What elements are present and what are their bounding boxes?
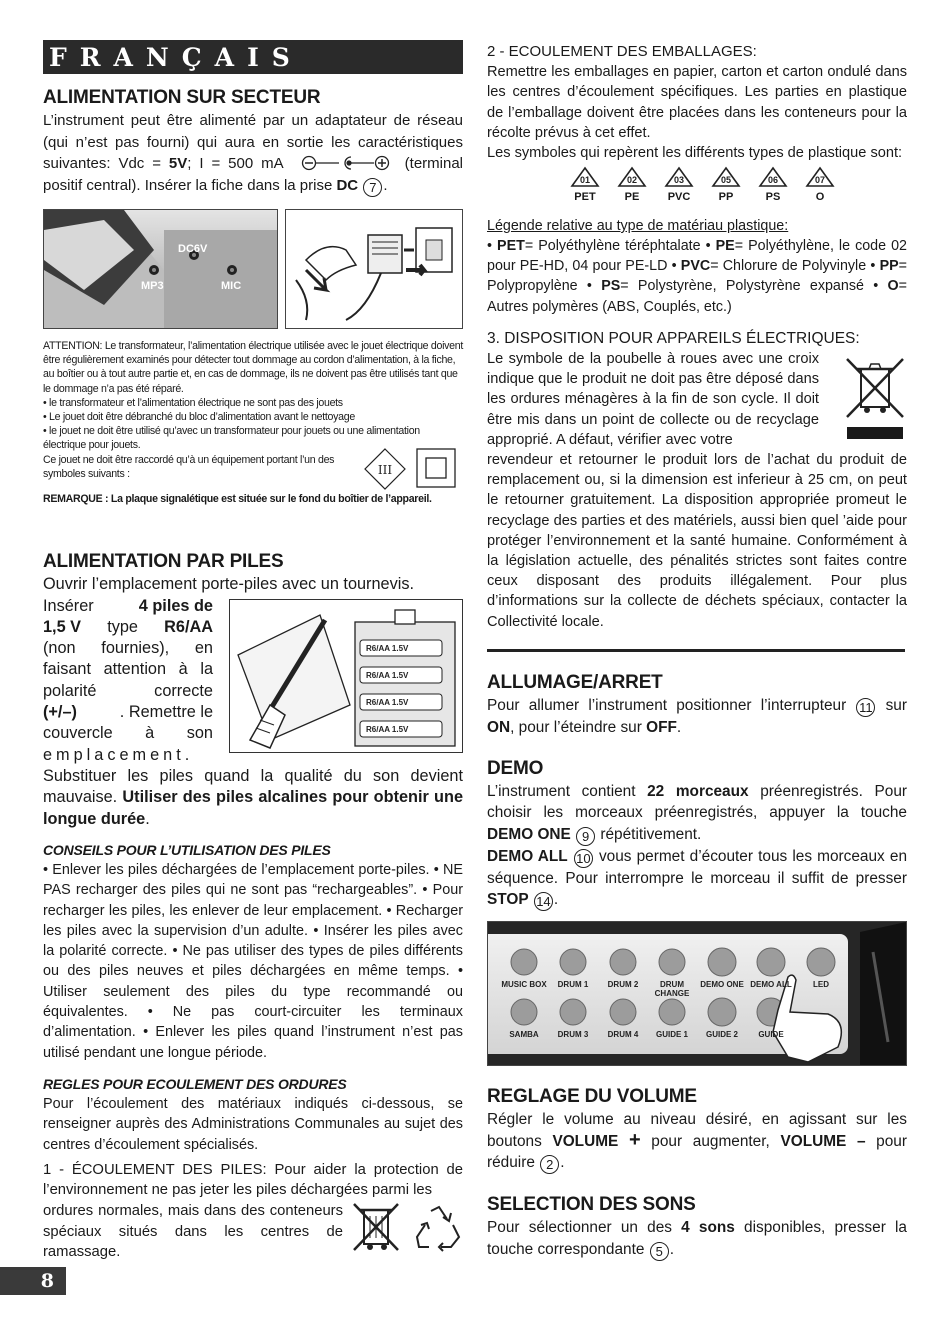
sons-text: Pour sélectionner un des 4 sons disponibles, presser la touche correspondante 5 . (487, 1219, 907, 1259)
plastic-symbol-pe (610, 166, 654, 203)
section-title-secteur: ALIMENTATION SUR SECTEUR (43, 87, 321, 108)
sons-section (487, 1193, 907, 1261)
legend-title: Légende relative au type de matériau plastique: (487, 218, 789, 234)
left-column (43, 40, 463, 197)
regles-title: REGLES POUR ECOULEMENT DES ORDURES (43, 1076, 347, 1092)
crossed-bin-icon (350, 1200, 402, 1260)
volume-text: Régler le volume au niveau désiré, en agissant sur les boutons VOLUME + pour augmenter, VOLUME – pour réduire 2 . (487, 1111, 907, 1172)
volume-section (487, 1085, 907, 1174)
recycle-triangle-icon (664, 166, 694, 188)
emballages-text: Remettre les emballages en papier, carton et carton ondulé dans les centres d’écoulement spécifiques. Les parties en plastique de l’emballage doivent être placées dans les conteneurs pour la récolte prévus à cet effet. (487, 64, 907, 141)
attention-p4: • le jouet ne doit être utilisé qu’avec un transformateur pour jouets ou une alimentation électrique pour jouets. (43, 425, 420, 452)
secteur-text: L’instrument peut être alimenté par un adaptateur de réseau (qui n’est pas fourni) qui aura en sortie les caractéristiques suivantes: Vdc = 5V; I = 500 mA (terminal positif central). Insérer la fiche dans la prise DC 7 . (43, 112, 464, 195)
plastic-code: 05 (720, 175, 732, 185)
ref-5: 5 (650, 1242, 669, 1261)
plastic-name: PP (718, 191, 734, 203)
button-label: MUSIC BOX (501, 980, 547, 989)
attention-p5: Ce jouet ne doit être raccordé qu’à un équipement portant l’un des symboles suivants : (43, 453, 335, 480)
mp3-label: MP3 (141, 280, 164, 292)
legend-text: • PET= Polyéthylène téréphtalate • PE= Polyéthylène, le code 02 pour PE-HD, 04 pour PE-LD • PVC= Chlorure de Polyvinyle • PP= Polypropylène • PS= Polystyrène, Polystyrène expansé • O= Autres polymères (ABS, Couplés, etc.) (487, 238, 907, 315)
section-title-allumage: ALLUMAGE/ARRET (487, 672, 663, 693)
plastic-name: PE (624, 191, 640, 203)
plastic-code: 06 (767, 175, 779, 185)
demo-text: L’instrument contient 22 morceaux préenregistrés. Pour choisir les morceaux préenregistrés, appuyer la touche DEMO ONE 9 répétitivement. DEMO ALL 10 vous permet d’écouter tous les morceaux en séquence. Pour interrompre le morceau il suffit de presser STOP 14 . (487, 783, 908, 910)
ref-10: 10 (574, 849, 593, 868)
dc6v-label: DC6V (178, 243, 208, 255)
plastic-symbol-ps (751, 166, 795, 203)
piles-after: Substituer les piles quand la qualité du son devient mauvaise. Utiliser des piles alcalines pour obtenir une longue durée. (43, 766, 463, 828)
plastic-code: 02 (626, 175, 638, 185)
disposition-text-a: Le symbole de la poubelle à roues avec une croix indique que le produit ne doit pas être déposé dans les ordures ménagères à la fin de son cycle. Il doit être mis dans un point de collecte ou de recyclage approprié. A défaut, vérifier avec votre (487, 351, 819, 448)
button-label: SAMBA (509, 1030, 539, 1039)
page-number: 8 (0, 1267, 66, 1295)
legend-section (487, 217, 907, 317)
battery-4-label: R6/AA 1.5V (366, 725, 409, 734)
attention-p1: ATTENTION: Le transformateur, l’alimentation électrique utilisée avec le jouet électrique doivent être régulièrement examinés pour détecter tout dommage au cordon d’alimentation, à la fiche, au boîtier ou à tout autre partie et, en cas de dommage, ils ne doivent pas être utilisés tant que le dommage n’a pas été réparé. (43, 340, 463, 395)
battery-1-label: R6/AA 1.5V (366, 644, 409, 653)
weee-bin-icon (843, 355, 907, 441)
plastic-code: 03 (673, 175, 685, 185)
section-title-demo: DEMO (487, 758, 544, 779)
recycle-triangle-icon (711, 166, 741, 188)
button-label: DRUM 1 (557, 980, 589, 989)
section-title-volume: REGLAGE DU VOLUME (487, 1086, 697, 1107)
battery-3-label: R6/AA 1.5V (366, 698, 409, 707)
double-insulation-icon (415, 447, 459, 491)
divider (487, 649, 905, 652)
class-iii-symbol-icon (363, 447, 407, 491)
emballages-title: 2 - ECOULEMENT DES EMBALLAGES: (487, 43, 757, 60)
conseils-text: • Enlever les piles déchargées de l’emplacement porte-piles. • NE PAS recharger des piles qui ne sont pas “rechargeables”. • Pour recharger les piles, les enlever de leur emplacement. • Recharger les piles avec la supervision d’un adulte. • Insérer les piles avec la polarité correcte. • Ne pas utiliser des types de piles différents ou des piles neuves et piles déchargées en même temps. • Utiliser seulement des piles du type recommandé ou équivalentes. • Ne pas court-circuiter les terminaux d’alimentation. • Enlever les piles quand l’instrument n’est pas utilisé pendant une longue période. (43, 862, 463, 1061)
button-label: GUIDE 2 (705, 1030, 738, 1039)
attention-block (43, 339, 463, 506)
plastic-symbol-o (798, 166, 842, 203)
plastic-name: O (815, 191, 825, 203)
language-banner: FRANÇAIS (43, 40, 463, 74)
ref-14: 14 (534, 892, 553, 911)
dc-jack-photo (43, 209, 278, 329)
button-label: GUIDE (758, 1030, 784, 1039)
disposition-title: 3. DISPOSITION POUR APPAREILS ÉLECTRIQUES: (487, 330, 860, 347)
recycle-icon (413, 1203, 463, 1255)
disposition-text-b: revendeur et retourner le produit lors de l’achat du produit de remplacement ou, si la dimension est inferieur à 25 cm, on peut le retourner gratuitement. La disposition appropriée promeut le recyclage des parties et des matériels, aussi bien quel ’aide pour protéger l’environnement et la santé humaine. Conformément à la législation actuelle, des pénalités strictes sont faites contre ceux disposant des produits illégalement. Pour plus d’informations sur la collecte de déchets spéciaux, contacter la Collectivité locale. (487, 452, 907, 630)
conseils-section (43, 840, 463, 1063)
regles-text: Pour l’écoulement des matériaux indiqués ci-dessous, se renseigner auprès des Administrations Communales au sujet des centres d’écoulement spécialisés. (43, 1096, 463, 1153)
recycle-triangle-icon (617, 166, 647, 188)
regles-piles-a: 1 - ÉCOULEMENT DES PILES: Pour aider la protection de l’environnement ne pas jeter les piles déchargées parmi les (43, 1161, 463, 1199)
recycle-triangle-icon (758, 166, 788, 188)
ref-7: 7 (363, 178, 382, 197)
button-label: DRUM 3 (557, 1030, 589, 1039)
attention-p3: • Le jouet doit être débranché du bloc d’alimentation avant le nettoyage (43, 411, 355, 424)
ref-2: 2 (540, 1155, 559, 1174)
ref-9: 9 (576, 827, 595, 846)
button-label: DRUM 4 (607, 1030, 639, 1039)
plastic-symbol-pet (563, 166, 607, 203)
attention-p2: • le transformateur et l’alimentation électrique ne sont pas des jouets (43, 396, 343, 409)
allumage-section (487, 671, 907, 739)
battery-compartment-illustration (229, 599, 463, 753)
button-label: DEMO ALL (750, 980, 792, 989)
regles-piles-b: ordures normales, mais dans des conteneurs spéciaux situés dans les centres de ramassage. (43, 1203, 343, 1261)
ref-11: 11 (856, 698, 875, 717)
piles-section: ALIMENTATION PAR PILES Ouvrir l’emplacement porte-piles avec un tournevis. Insérer 4 piles de 1,5 V type R6/AA (non fournies), en faisant attention à la polarité correcte (+/–) . Remettre le couvercle à son emplacement. Substituer les piles quand la qualité du son devient mauvaise. Utiliser des piles alcalines pour obtenir une longue durée. (43, 550, 463, 830)
plastic-name: PS (765, 191, 781, 203)
class-iii-label: III (377, 462, 393, 477)
button-label: GUIDE 1 (655, 1030, 688, 1039)
piles-intro: Ouvrir l’emplacement porte-piles avec un tournevis. (43, 575, 415, 593)
plastic-code: 07 (814, 175, 826, 185)
recycle-triangle-icon (805, 166, 835, 188)
button-label: LED (813, 980, 829, 989)
plastic-code: 01 (579, 175, 591, 185)
demo-buttons-photo (487, 921, 907, 1066)
button-label: DEMO ONE (700, 980, 744, 989)
plastic-name: PVC (667, 191, 691, 203)
adapter-plug-illustration (285, 209, 463, 329)
section-title-piles: ALIMENTATION PAR PILES (43, 551, 284, 572)
plastic-name: PET (574, 191, 596, 203)
emballages-text2: Les symboles qui repèrent les différents types de plastique sont: (487, 145, 903, 162)
allumage-text: Pour allumer l’instrument positionner l’interrupteur 11 sur ON, pour l’éteindre sur OFF. (487, 697, 907, 736)
battery-2-label: R6/AA 1.5V (366, 671, 409, 680)
button-label: DRUM 2 (607, 980, 639, 989)
plastic-symbol-pp (704, 166, 748, 203)
conseils-title: CONSEILS POUR L’UTILISATION DES PILES (43, 842, 331, 858)
polarity-icon (301, 155, 391, 171)
emballages-section (487, 42, 907, 163)
demo-section (487, 757, 907, 911)
recycle-triangle-icon (570, 166, 600, 188)
plastic-symbol-pvc (657, 166, 701, 203)
section-title-sons: SELECTION DES SONS (487, 1194, 696, 1215)
remarque: REMARQUE : La plaque signalétique est située sur le fond du boîtier de l’appareil. (43, 492, 432, 505)
plastic-symbols (563, 166, 842, 203)
button-label: DRUM CHANGE (654, 980, 690, 998)
mic-label: MIC (221, 280, 242, 292)
